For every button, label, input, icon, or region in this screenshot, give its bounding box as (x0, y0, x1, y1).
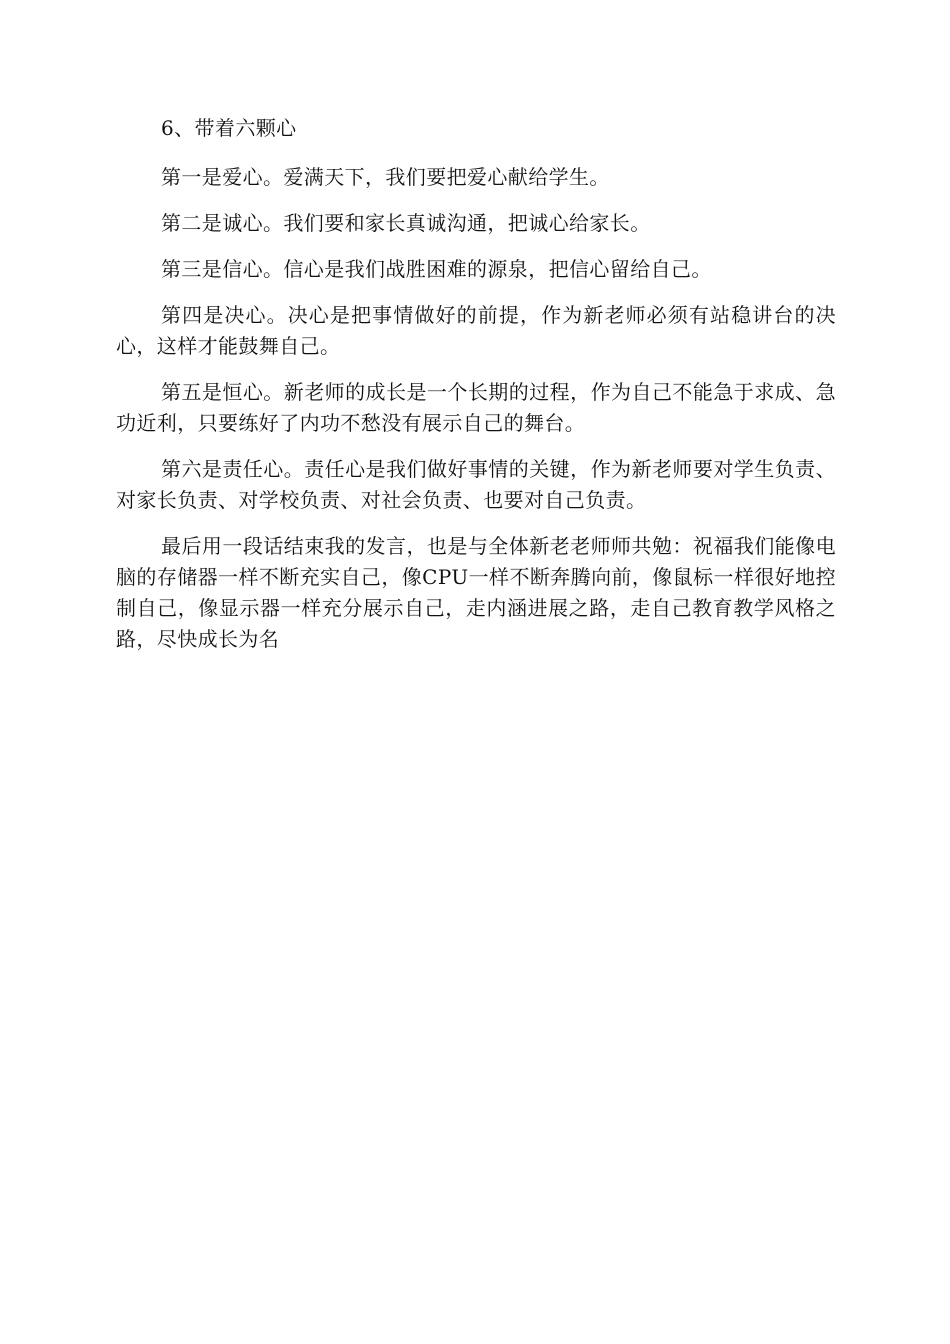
document-body (116, 113, 836, 670)
paragraph-sincerity: 第二是诚心。我们要和家长真诚沟通，把诚心给家长。 (161, 211, 651, 235)
paragraph-responsibility: 第六是责任心。责任心是我们做好事情的关键，作为新老师要对学生负责、对家长负责、对学校负责、对社会负责、也要对自己负责。 (116, 457, 836, 512)
paragraph-love: 第一是爱心。爱满天下，我们要把爱心献给学生。 (161, 165, 610, 189)
paragraph-closing: 最后用一段话结束我的发言，也是与全体新老老师师共勉：祝福我们能像电脑的存储器一样不断充实自己，像CPU一样不断奔腾向前，像鼠标一样很好地控制自己，像显示器一样充分展示自己，走内涵进展之路，走自己教育教学风格之路，尽快成长为名 (116, 534, 836, 651)
section-heading: 6、带着六颗心 (161, 116, 297, 140)
paragraph-confidence: 第三是信心。信心是我们战胜困难的源泉，把信心留给自己。 (161, 257, 712, 281)
paragraph-determination: 第四是决心。决心是把事情做好的前提，作为新老师必须有站稳讲台的决心，这样才能鼓舞自己。 (116, 303, 836, 358)
paragraph-perseverance: 第五是恒心。新老师的成长是一个长期的过程，作为自己不能急于求成、急功近利，只要练好了内功不愁没有展示自己的舞台。 (116, 380, 836, 435)
